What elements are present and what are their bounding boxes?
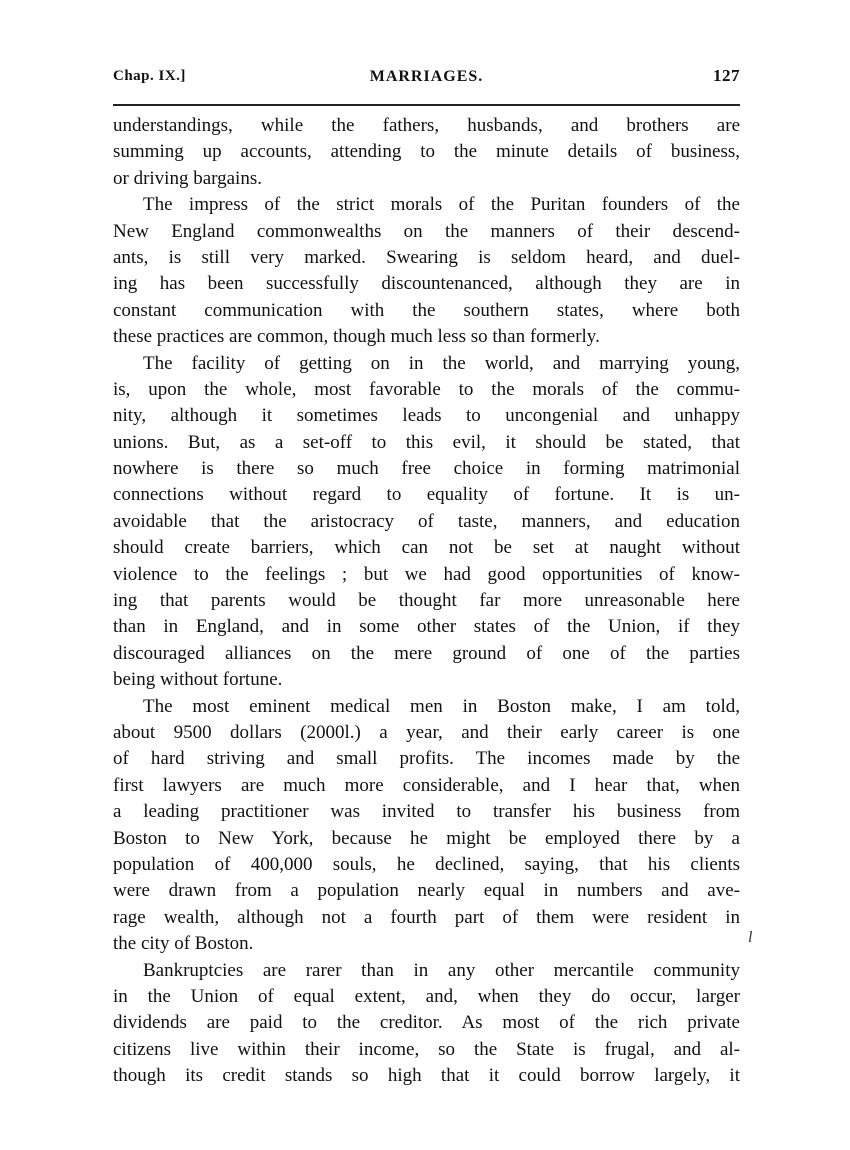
text-line: is, upon the whole, most favorable to the morals of the commu- (113, 378, 740, 400)
text-line: though its credit stands so high that it could borrow largely, it (113, 1065, 740, 1087)
text-line: rage wealth, although not a fourth part of them were resident in (113, 906, 740, 928)
text-line: ants, is still very marked. Swearing is seldom heard, and duel- (113, 246, 740, 268)
text-line: of hard striving and small profits. The incomes made by the (113, 748, 740, 770)
text-line: the city of Boston. (113, 933, 254, 955)
text-line: these practices are common, though much less so than formerly. (113, 326, 600, 348)
text-line: were drawn from a population nearly equal in numbers and ave- (113, 880, 740, 902)
paragraph-first-line: Bankruptcies are rarer than in any other mercantile community (143, 959, 740, 981)
body-text (113, 113, 740, 1089)
running-header (113, 62, 740, 90)
paragraph-first-line: The impress of the strict morals of the Puritan founders of the (143, 194, 740, 216)
text-line: understandings, while the fathers, husbands, and brothers are (113, 115, 740, 136)
page-title: MARRIAGES. (369, 68, 484, 85)
paragraph-first-line: The facility of getting on in the world, and marrying young, (143, 352, 740, 374)
text-line: population of 400,000 souls, he declined, saying, that his clients (113, 853, 740, 875)
text-line: or driving bargains. (113, 167, 262, 189)
header-rule (113, 104, 740, 106)
text-line: violence to the feelings ; but we had good opportunities of know- (113, 563, 740, 585)
text-line: than in England, and in some other states of the Union, if they (113, 616, 740, 638)
text-line: being without fortune. (113, 669, 283, 691)
text-line: about 9500 dollars (2000l.) a year, and their early career is one (113, 721, 740, 743)
text-line: connections without regard to equality of fortune. It is un- (113, 484, 740, 506)
text-line: New England commonwealths on the manners of their descend- (113, 220, 740, 242)
text-line: first lawyers are much more considerable, and I hear that, when (113, 774, 740, 796)
text-line: discouraged alliances on the mere ground of one of the parties (113, 642, 740, 664)
text-line: ing has been successfully discountenanced, although they are in (113, 273, 740, 295)
text-line: ing that parents would be thought far more unreasonable here (113, 590, 740, 612)
chapter-label: Chap. IX.] (113, 68, 186, 84)
text-line: nity, although it sometimes leads to uncongenial and unhappy (113, 405, 740, 427)
text-line: unions. But, as a set-off to this evil, it should be stated, that (113, 431, 740, 453)
text-line: should create barriers, which can not be set at naught without (113, 537, 740, 559)
paragraph-first-line: The most eminent medical men in Boston make, I am told, (143, 695, 740, 717)
text-line: nowhere is there so much free choice in forming matrimonial (113, 458, 740, 480)
text-line: a leading practitioner was invited to transfer his business from (113, 801, 740, 823)
text-line: dividends are paid to the creditor. As most of the rich private (113, 1012, 740, 1034)
text-line: summing up accounts, attending to the minute details of business, (113, 141, 740, 163)
text-line: in the Union of equal extent, and, when they do occur, larger (113, 985, 740, 1007)
text-line: constant communication with the southern states, where both (113, 299, 740, 321)
text-line: citizens live within their income, so the State is frugal, and al- (113, 1038, 740, 1060)
margin-annotation: l (748, 929, 753, 946)
text-line: avoidable that the aristocracy of taste, manners, and education (113, 510, 740, 532)
page-number: 127 (713, 66, 740, 85)
text-line: Boston to New York, because he might be employed there by a (113, 827, 740, 849)
